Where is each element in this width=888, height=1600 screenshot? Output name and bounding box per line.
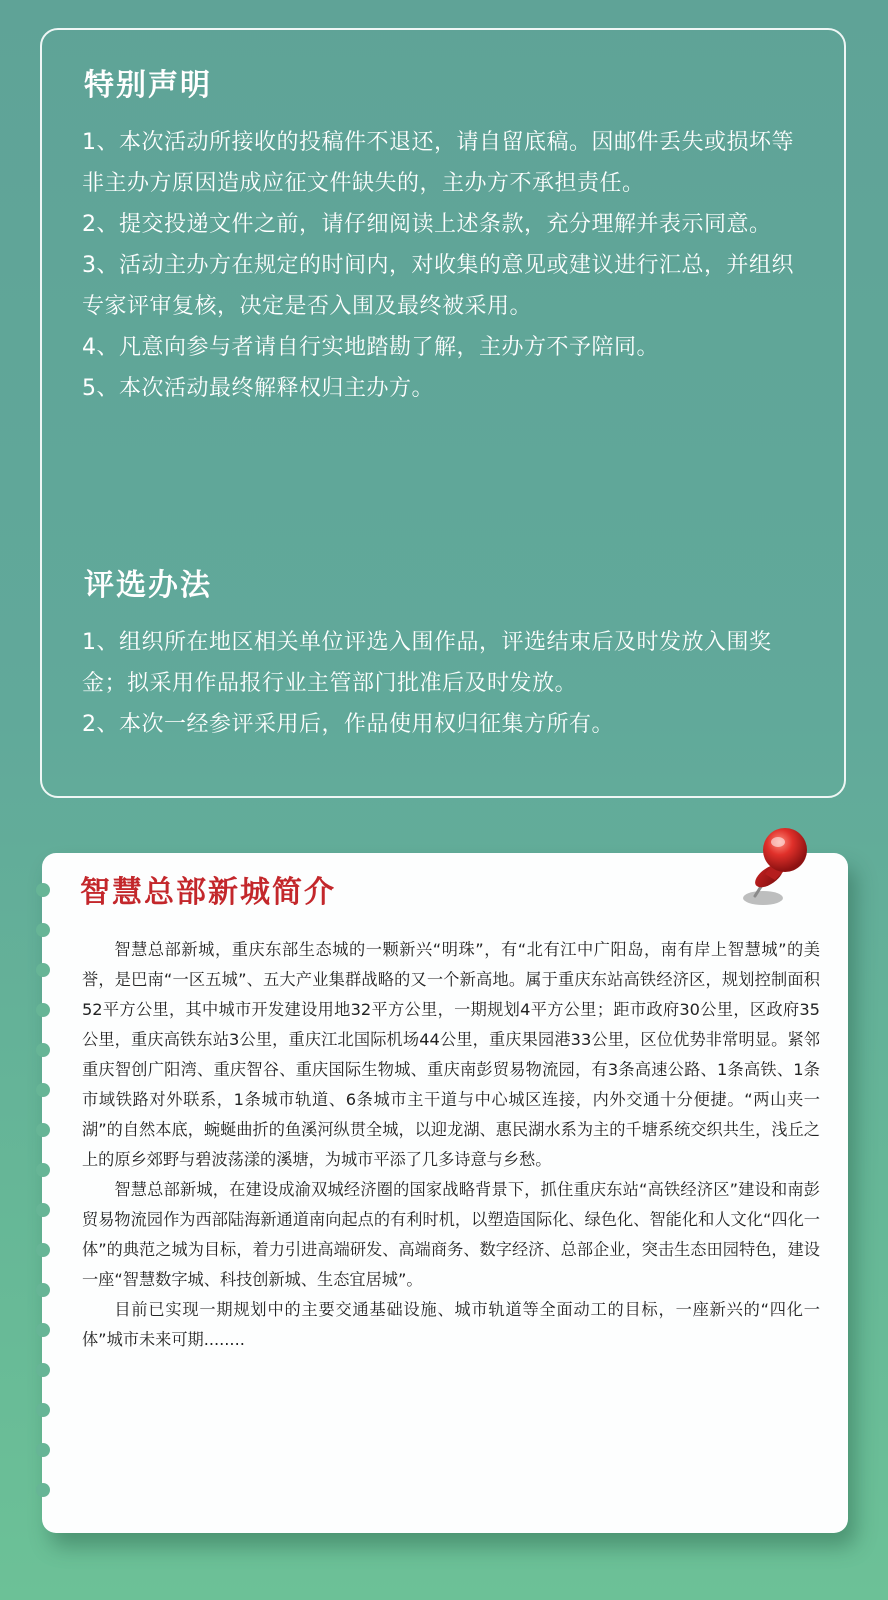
intro-card [42,853,848,1533]
notepad-hole [36,883,50,897]
notepad-hole [36,1003,50,1017]
notepad-hole [36,963,50,977]
notepad-hole [36,1443,50,1457]
notepad-hole [36,1083,50,1097]
intro-paragraph: 智慧总部新城，在建设成渝双城经济圈的国家战略背景下，抓住重庆东站“高铁经济区”建设和南彭贸易物流园作为西部陆海新通道南向起点的有利时机，以塑造国际化、绿色化、智能化和人文化“四化一体”的典范之城为目标，着力引进高端研发、高端商务、数字经济、总部企业，突击生态田园特色，建设一座“智慧数字城、科技创新城、生态宜居城”。 [82,1180,820,1289]
statement-item: 1、本次活动所接收的投稿件不退还，请自留底稿。因邮件丢失或损坏等非主办方原因造成应征文件缺失的，主办方不承担责任。 [82,130,794,196]
evaluation-list [82,622,812,745]
notepad-hole [36,1163,50,1177]
push-pin-icon [725,818,815,913]
intro-paragraph: 目前已实现一期规划中的主要交通基础设施、城市轨道等全面动工的目标，一座新兴的“四化一体”城市未来可期........ [82,1300,820,1349]
notepad-hole [36,1243,50,1257]
info-panel [40,28,846,798]
notepad-hole [36,923,50,937]
notepad-holes [36,883,52,1523]
statement-list [82,122,812,409]
evaluation-item: 2、本次一经参评采用后，作品使用权归征集方所有。 [82,712,614,737]
evaluation-title: 评选办法 [84,568,212,603]
statement-item: 3、活动主办方在规定的时间内，对收集的意见或建议进行汇总，并组织专家评审复核，决定是否入围及最终被采用。 [82,253,794,319]
statement-item: 4、凡意向参与者请自行实地踏勘了解，主办方不予陪同。 [82,335,659,360]
intro-text [82,935,820,1355]
notepad-hole [36,1283,50,1297]
notepad-hole [36,1483,50,1497]
notepad-hole [36,1323,50,1337]
statement-item: 5、本次活动最终解释权归主办方。 [82,376,434,401]
notepad-hole [36,1123,50,1137]
notepad-hole [36,1403,50,1417]
notepad-hole [36,1043,50,1057]
statement-item: 2、提交投递文件之前，请仔细阅读上述条款，充分理解并表示同意。 [82,212,772,237]
statement-title: 特别声明 [84,68,212,103]
notepad-hole [36,1363,50,1377]
evaluation-item: 1、组织所在地区相关单位评选入围作品，评选结束后及时发放入围奖金；拟采用作品报行业主管部门批准后及时发放。 [82,630,772,696]
intro-paragraph: 智慧总部新城，重庆东部生态城的一颗新兴“明珠”，有“北有江中广阳岛，南有岸上智慧城”的美誉，是巴南“一区五城”、五大产业集群战略的又一个新高地。属于重庆东站高铁经济区，规划控制面积52平方公里，其中城市开发建设用地32平方公里，一期规划4平方公里；距市政府30公里，区政府35公里，重庆高铁东站3公里，重庆江北国际机场44公里，重庆果园港33公里，区位优势非常明显。紧邻重庆智创广阳湾、重庆智谷、重庆国际生物城、重庆南彭贸易物流园，有3条高速公路、1条高铁、1条市域铁路对外联系，1条城市轨道、6条城市主干道与中心城区连接，内外交通十分便捷。“两山夹一湖”的自然本底，蜿蜒曲折的鱼溪河纵贯全城，以迎龙湖、惠民湖水系为主的千塘系统交织共生，浅丘之上的原乡郊野与碧波荡漾的溪塘，为城市平添了几多诗意与乡愁。 [82,940,820,1169]
intro-title: 智慧总部新城简介 [80,875,336,910]
notepad-hole [36,1203,50,1217]
